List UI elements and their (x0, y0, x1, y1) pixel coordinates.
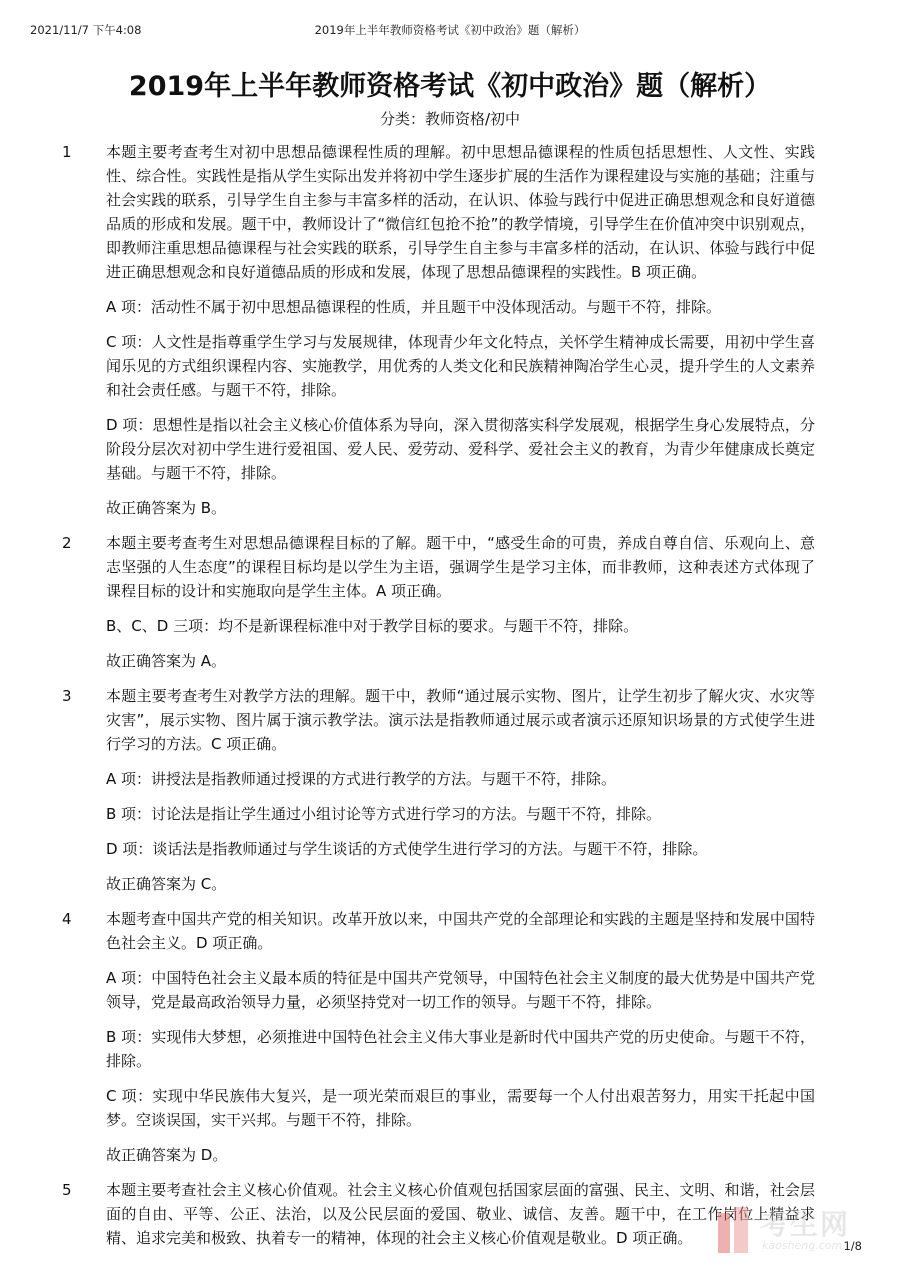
question-number: 1 (62, 143, 72, 161)
question-paragraph: C 项：人文性是指尊重学生学习与发展规律，体现青少年文化特点，关怀学生精神成长需要，用初中学生喜闻乐见的方式组织课程内容、实施教学，用优秀的人类文化和民族精神陶冶学生心灵，提升学生的人文素养和社会责任感。与题干不符，排除。 (106, 333, 815, 399)
question-explanation: 本题主要考查考生对教学方法的理解。题干中，教师“通过展示实物、图片，让学生初步了解火灾、水灾等灾害”，展示实物、图片属于演示教学法。演示法是指教师通过展示或者演示还原知识场景的方式使学生进行学习的方法。C 项正确。 (106, 687, 815, 753)
question-paragraph: D 项：思想性是指以社会主义核心价值体系为导向，深入贯彻落实科学发展观，根据学生身心发展特点，分阶段分层次对初中学生进行爱祖国、爱人民、爱劳动、爱科学、爱社会主义的教育，为青少年健康成长奠定基础。与题干不符，排除。 (106, 416, 815, 482)
question-explanation: 本题主要考查考生对思想品德课程目标的了解。题干中，“感受生命的可贵，养成自尊自信、乐观向上、意志坚强的人生态度”的课程目标均是以学生为主语，强调学生是学习主体，而非教师，这种表述方式体现了课程目标的设计和实施取向是学生主体。A 项正确。 (106, 534, 815, 600)
print-datetime: 2021/11/7 下午4:08 (30, 23, 142, 37)
question-number: 2 (62, 534, 72, 552)
category-label: 分类：教师资格/初中 (379, 110, 521, 128)
question-paragraph: A 项：中国特色社会主义最本质的特征是中国共产党领导，中国特色社会主义制度的最大优势是中国共产党领导，党是最高政治领导力量，必须坚持党对一切工作的领导。与题干不符，排除。 (106, 969, 815, 1011)
question-number: 3 (62, 687, 72, 705)
question-block (0, 684, 900, 896)
question-paragraph: A 项：活动性不属于初中思想品德课程的性质，并且题干中没体现活动。与题干不符，排除。 (106, 298, 722, 316)
question-paragraph: D 项：谈话法是指教师通过与学生谈话的方式使学生进行学习的方法。与题干不符，排除。 (106, 840, 708, 858)
question-paragraph: C 项：实现中华民族伟大复兴，是一项光荣而艰巨的事业，需要每一个人付出艰苦努力，用实干托起中国梦。空谈误国，实干兴邦。与题干不符，排除。 (106, 1087, 815, 1129)
question-paragraph: 故正确答案为 A。 (106, 652, 227, 670)
question-paragraph: 故正确答案为 B。 (106, 499, 227, 517)
page-number: 1/8 (843, 1239, 862, 1253)
question-paragraph: B 项：实现伟大梦想，必须推进中国特色社会主义伟大事业是新时代中国共产党的历史使命。与题干不符，排除。 (106, 1028, 815, 1070)
answer-list (0, 140, 900, 1261)
question-block (0, 531, 900, 673)
watermark-text: 考生网 (760, 1208, 851, 1241)
page-title: 2019年上半年教师资格考试《初中政治》题（解析） (128, 71, 772, 102)
watermark-subtext: kaosheng.com (762, 1239, 843, 1252)
question-paragraph: 故正确答案为 D。 (106, 1146, 228, 1164)
question-block (0, 140, 900, 520)
question-paragraph: 故正确答案为 C。 (106, 875, 227, 893)
question-explanation: 本题主要考查社会主义核心价值观。社会主义核心价值观包括国家层面的富强、民主、文明、和谐，社会层面的自由、平等、公正、法治，以及公民层面的爱国、敬业、诚信、友善。题干中，在工作岗位上精益求精、追求完美和极致、执着专一的精神，体现的社会主义核心价值观是敬业。D 项正确。 (106, 1181, 815, 1247)
question-paragraph: B 项：讨论法是指让学生通过小组讨论等方式进行学习的方法。与题干不符，排除。 (106, 805, 662, 823)
question-paragraph: B、C、D 三项：均不是新课程标准中对于教学目标的要求。与题干不符，排除。 (106, 617, 639, 635)
question-explanation: 本题主要考查考生对初中思想品德课程性质的理解。初中思想品德课程的性质包括思想性、人文性、实践性、综合性。实践性是指从学生实际出发并将初中学生逐步扩展的生活作为课程建设与实施的基础；注重与社会实践的联系，引导学生自主参与丰富多样的活动，在认识、体验与践行中促进正确思想观念和良好道德品质的形成和发展。题干中，教师设计了“微信红包抢不抢”的教学情境，引导学生在价值冲突中识别观点，即教师注重思想品德课程与社会实践的联系，引导学生自主参与丰富多样的活动，在认识、体验与践行中促进正确思想观念和良好道德品质的形成和发展，体现了思想品德课程的实践性。B 项正确。 (106, 143, 815, 281)
question-block (0, 907, 900, 1167)
watermark-logo-icon (716, 1205, 750, 1255)
print-header-title: 2019年上半年教师资格考试《初中政治》题（解析） (314, 23, 586, 37)
question-explanation: 本题考查中国共产党的相关知识。改革开放以来，中国共产党的全部理论和实践的主题是坚持和发展中国特色社会主义。D 项正确。 (106, 910, 815, 952)
question-number: 5 (62, 1181, 72, 1199)
question-paragraph: A 项：讲授法是指教师通过授课的方式进行教学的方法。与题干不符，排除。 (106, 770, 617, 788)
question-number: 4 (62, 910, 72, 928)
